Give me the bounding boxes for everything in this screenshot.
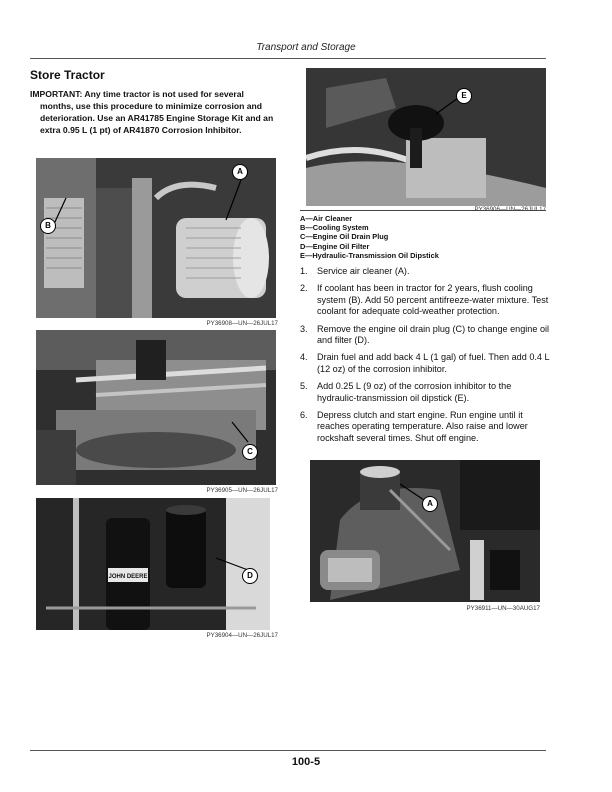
callout-e: E bbox=[456, 88, 472, 104]
procedure-steps bbox=[300, 266, 550, 450]
legend-item: E—Hydraulic-Transmission Oil Dipstick bbox=[300, 250, 439, 260]
legend-item: B—Cooling System bbox=[300, 223, 369, 233]
step-item bbox=[300, 283, 550, 317]
step-number: 2. bbox=[300, 283, 308, 294]
step-number: 5. bbox=[300, 381, 308, 392]
figure-air-cleaner-location bbox=[310, 460, 540, 602]
running-header: Transport and Storage bbox=[256, 42, 356, 53]
footer-rule bbox=[30, 750, 546, 751]
figure-id: PY36911—UN—30AUG17 bbox=[466, 605, 540, 612]
step-text: Drain fuel and add back 4 L (1 gal) of fuel. Then add 0.4 L (12 oz) of the corrosion inhibitor. bbox=[317, 352, 550, 374]
step-text: Depress clutch and start engine. Run engine until it reaches operating temperature. Also raise and lower rockshaft several times. Shut off engine. bbox=[317, 410, 528, 443]
figure-id: PY36904—UN—26JUL17 bbox=[206, 632, 278, 639]
figure-id: PY36905—UN—26JUL17 bbox=[206, 487, 278, 494]
callout-a: A bbox=[422, 496, 438, 512]
figure-id: PY36908—UN—26JUL17 bbox=[206, 320, 278, 327]
legend-rule bbox=[300, 210, 546, 211]
step-number: 1. bbox=[300, 266, 308, 276]
figure-air-cleaner-location-photo bbox=[310, 460, 540, 602]
figure-air-cleaner bbox=[36, 158, 276, 318]
step-number: 6. bbox=[300, 410, 308, 421]
step-item bbox=[300, 352, 550, 375]
important-notice-body: months, use this procedure to minimize corrosion and deterioration. Use an AR41785 Engine Storage Kit and an extra 0.95 L (1 pt) of AR41870 Corrosion Inhibitor. bbox=[40, 101, 274, 135]
figure-oil-drain-plug bbox=[36, 330, 276, 485]
figure-oil-filter bbox=[36, 498, 270, 630]
figure-id: PY36906—UN—26JUL17 bbox=[474, 206, 546, 213]
figure-oil-filter-photo bbox=[36, 498, 270, 630]
step-item bbox=[300, 381, 550, 404]
section-title: Store Tractor bbox=[30, 68, 105, 82]
figure-oil-drain-plug-photo bbox=[36, 330, 276, 485]
callout-c: C bbox=[242, 444, 258, 460]
step-text: Remove the engine oil drain plug (C) to change engine oil and filter (D). bbox=[317, 323, 550, 346]
step-text: Add 0.25 L (9 oz) of the corrosion inhibitor to the hydraulic-transmission oil dipstick (E). bbox=[317, 381, 512, 403]
header-rule bbox=[30, 58, 546, 59]
legend-item: C—Engine Oil Drain Plug bbox=[300, 232, 389, 242]
legend bbox=[300, 214, 560, 260]
important-notice bbox=[30, 88, 278, 136]
figure-dipstick-photo bbox=[306, 68, 546, 206]
legend-item: D—Engine Oil Filter bbox=[300, 241, 370, 251]
step-item bbox=[300, 410, 550, 444]
page-number: 100-5 bbox=[291, 756, 321, 768]
step-item bbox=[300, 324, 550, 347]
step-text: If coolant has been in tractor for 2 years, flush cooling system (B). Add 50 percent antifreeze-water mixture. Test coolant for adequate cold-weather protection. bbox=[317, 283, 549, 317]
figure-air-cleaner-photo bbox=[36, 158, 276, 318]
callout-b: B bbox=[40, 218, 56, 234]
callout-a: A bbox=[232, 164, 248, 180]
step-item bbox=[300, 266, 550, 277]
legend-item: A—Air Cleaner bbox=[300, 214, 353, 223]
step-text: Service air cleaner (A). bbox=[317, 266, 410, 276]
step-number: 4. bbox=[300, 352, 308, 363]
step-number: 3. bbox=[300, 323, 308, 334]
figure-dipstick bbox=[306, 68, 546, 206]
important-notice-first-line: IMPORTANT: Any time tractor is not used for several bbox=[30, 89, 244, 99]
callout-d: D bbox=[242, 568, 258, 584]
filter-label-text: JOHN DEERE bbox=[108, 574, 148, 580]
